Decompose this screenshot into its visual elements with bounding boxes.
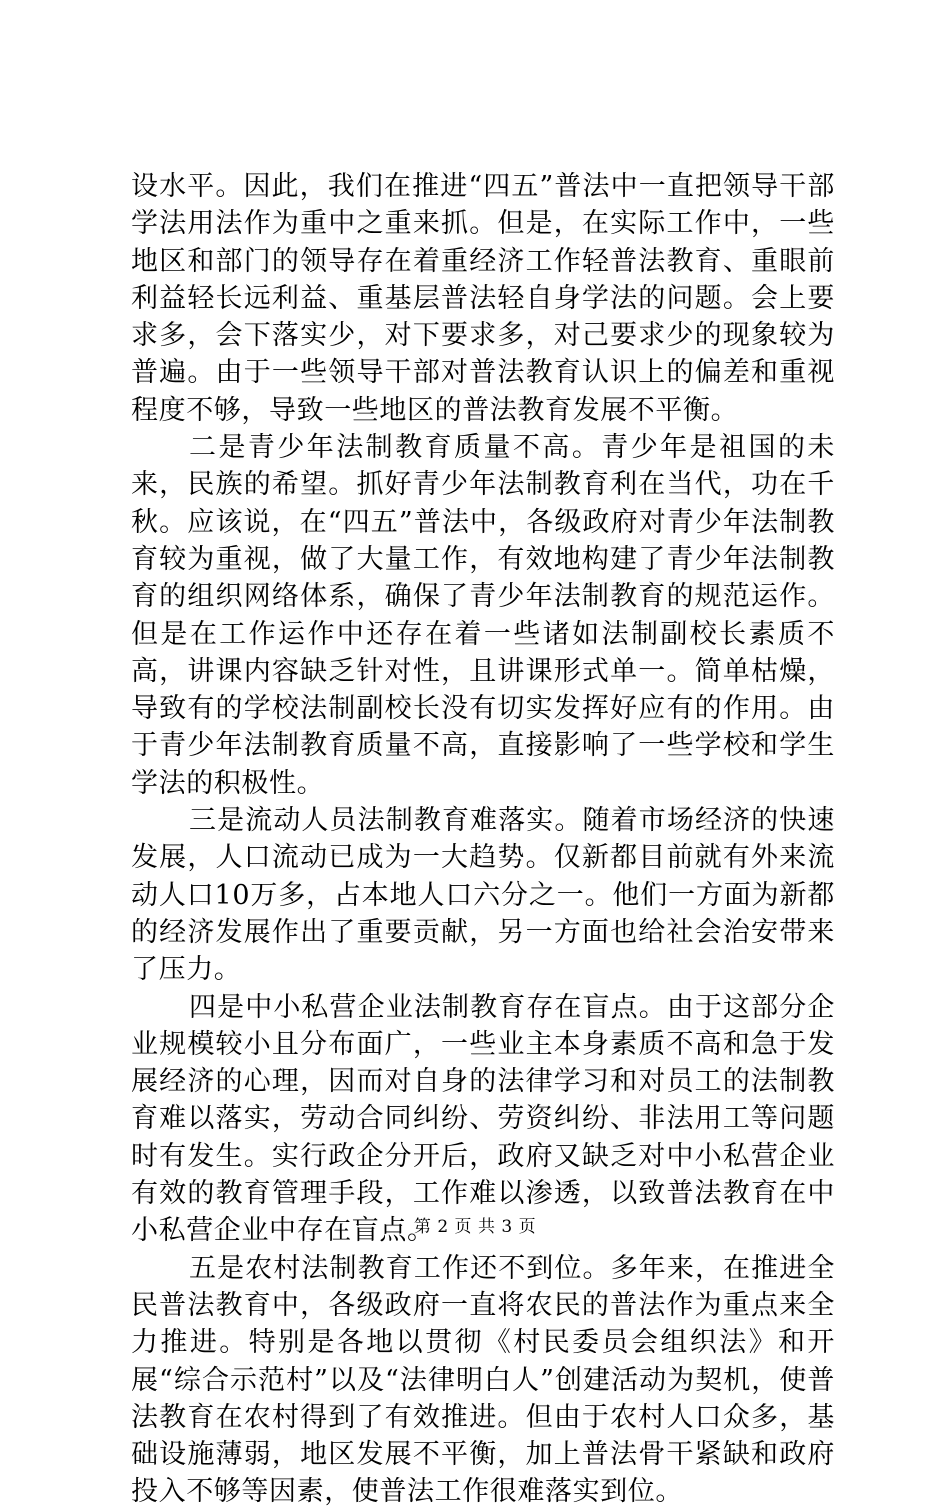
paragraph-rural-education: 五是农村法制教育工作还不到位。多年来，在推进全民普法教育中，各级政府一直将农民的普法作为重点来全力推进。特别是各地以贯彻《村民委员会组织法》和开展“综合示范村”以及“法律明白人”创建活动为契机，使普法教育在农村得到了有效推进。但由于农村人口众多，基础设施薄弱，地区发展不平衡，加上普法骨干紧缺和政府投入不够等因素，使普法工作很难落实到位。: [131, 1252, 835, 1508]
document-body: [131, 168, 835, 1511]
paragraph-youth-education: 二是青少年法制教育质量不高。青少年是祖国的未来，民族的希望。抓好青少年法制教育利在当代，功在千秋。应该说，在“四五”普法中，各级政府对青少年法制教育较为重视，做了大量工作，有效地构建了青少年法制教育的组织网络体系，确保了青少年法制教育的规范运作。但是在工作运作中还存在着一些诸如法制副校长素质不高，讲课内容缺乏针对性，且讲课形式单一。简单枯燥，导致有的学校法制副校长没有切实发挥好应有的作用。由于青少年法制教育质量不高，直接影响了一些学校和学生学法的积极性。: [131, 432, 835, 799]
paragraph-private-enterprise: 四是中小私营企业法制教育存在盲点。由于这部分企业规模较小且分布面广，一些业主本身素质不高和急于发展经济的心理，因而对自身的法律学习和对员工的法制教育难以落实，劳动合同纠纷、劳资纠纷、非法用工等问题时有发生。实行政企分开后，政府又缺乏对中小私营企业有效的教育管理手段，工作难以渗透，以致普法教育在中小私营企业中存在盲点。: [131, 991, 835, 1247]
page-number-footer: 第 2 页 共 3 页: [413, 1217, 537, 1237]
paragraph-migrant-education: 三是流动人员法制教育难落实。随着市场经济的快速发展，人口流动已成为一大趋势。仅新都目前就有外来流动人口10万多，占本地人口六分之一。他们一方面为新都的经济发展作出了重要贡献，另一方面也给社会治安带来了压力。: [131, 805, 835, 986]
paragraph-continuation: 设水平。因此，我们在推进“四五”普法中一直把领导干部学法用法作为重中之重来抓。但是，在实际工作中，一些地区和部门的领导存在着重经济工作轻普法教育、重眼前利益轻长远利益、重基层普法轻自身学法的问题。会上要求多，会下落实少，对下要求多，对己要求少的现象较为普遍。由于一些领导干部对普法教育认识上的偏差和重视程度不够，导致一些地区的普法教育发展不平衡。: [131, 171, 835, 426]
